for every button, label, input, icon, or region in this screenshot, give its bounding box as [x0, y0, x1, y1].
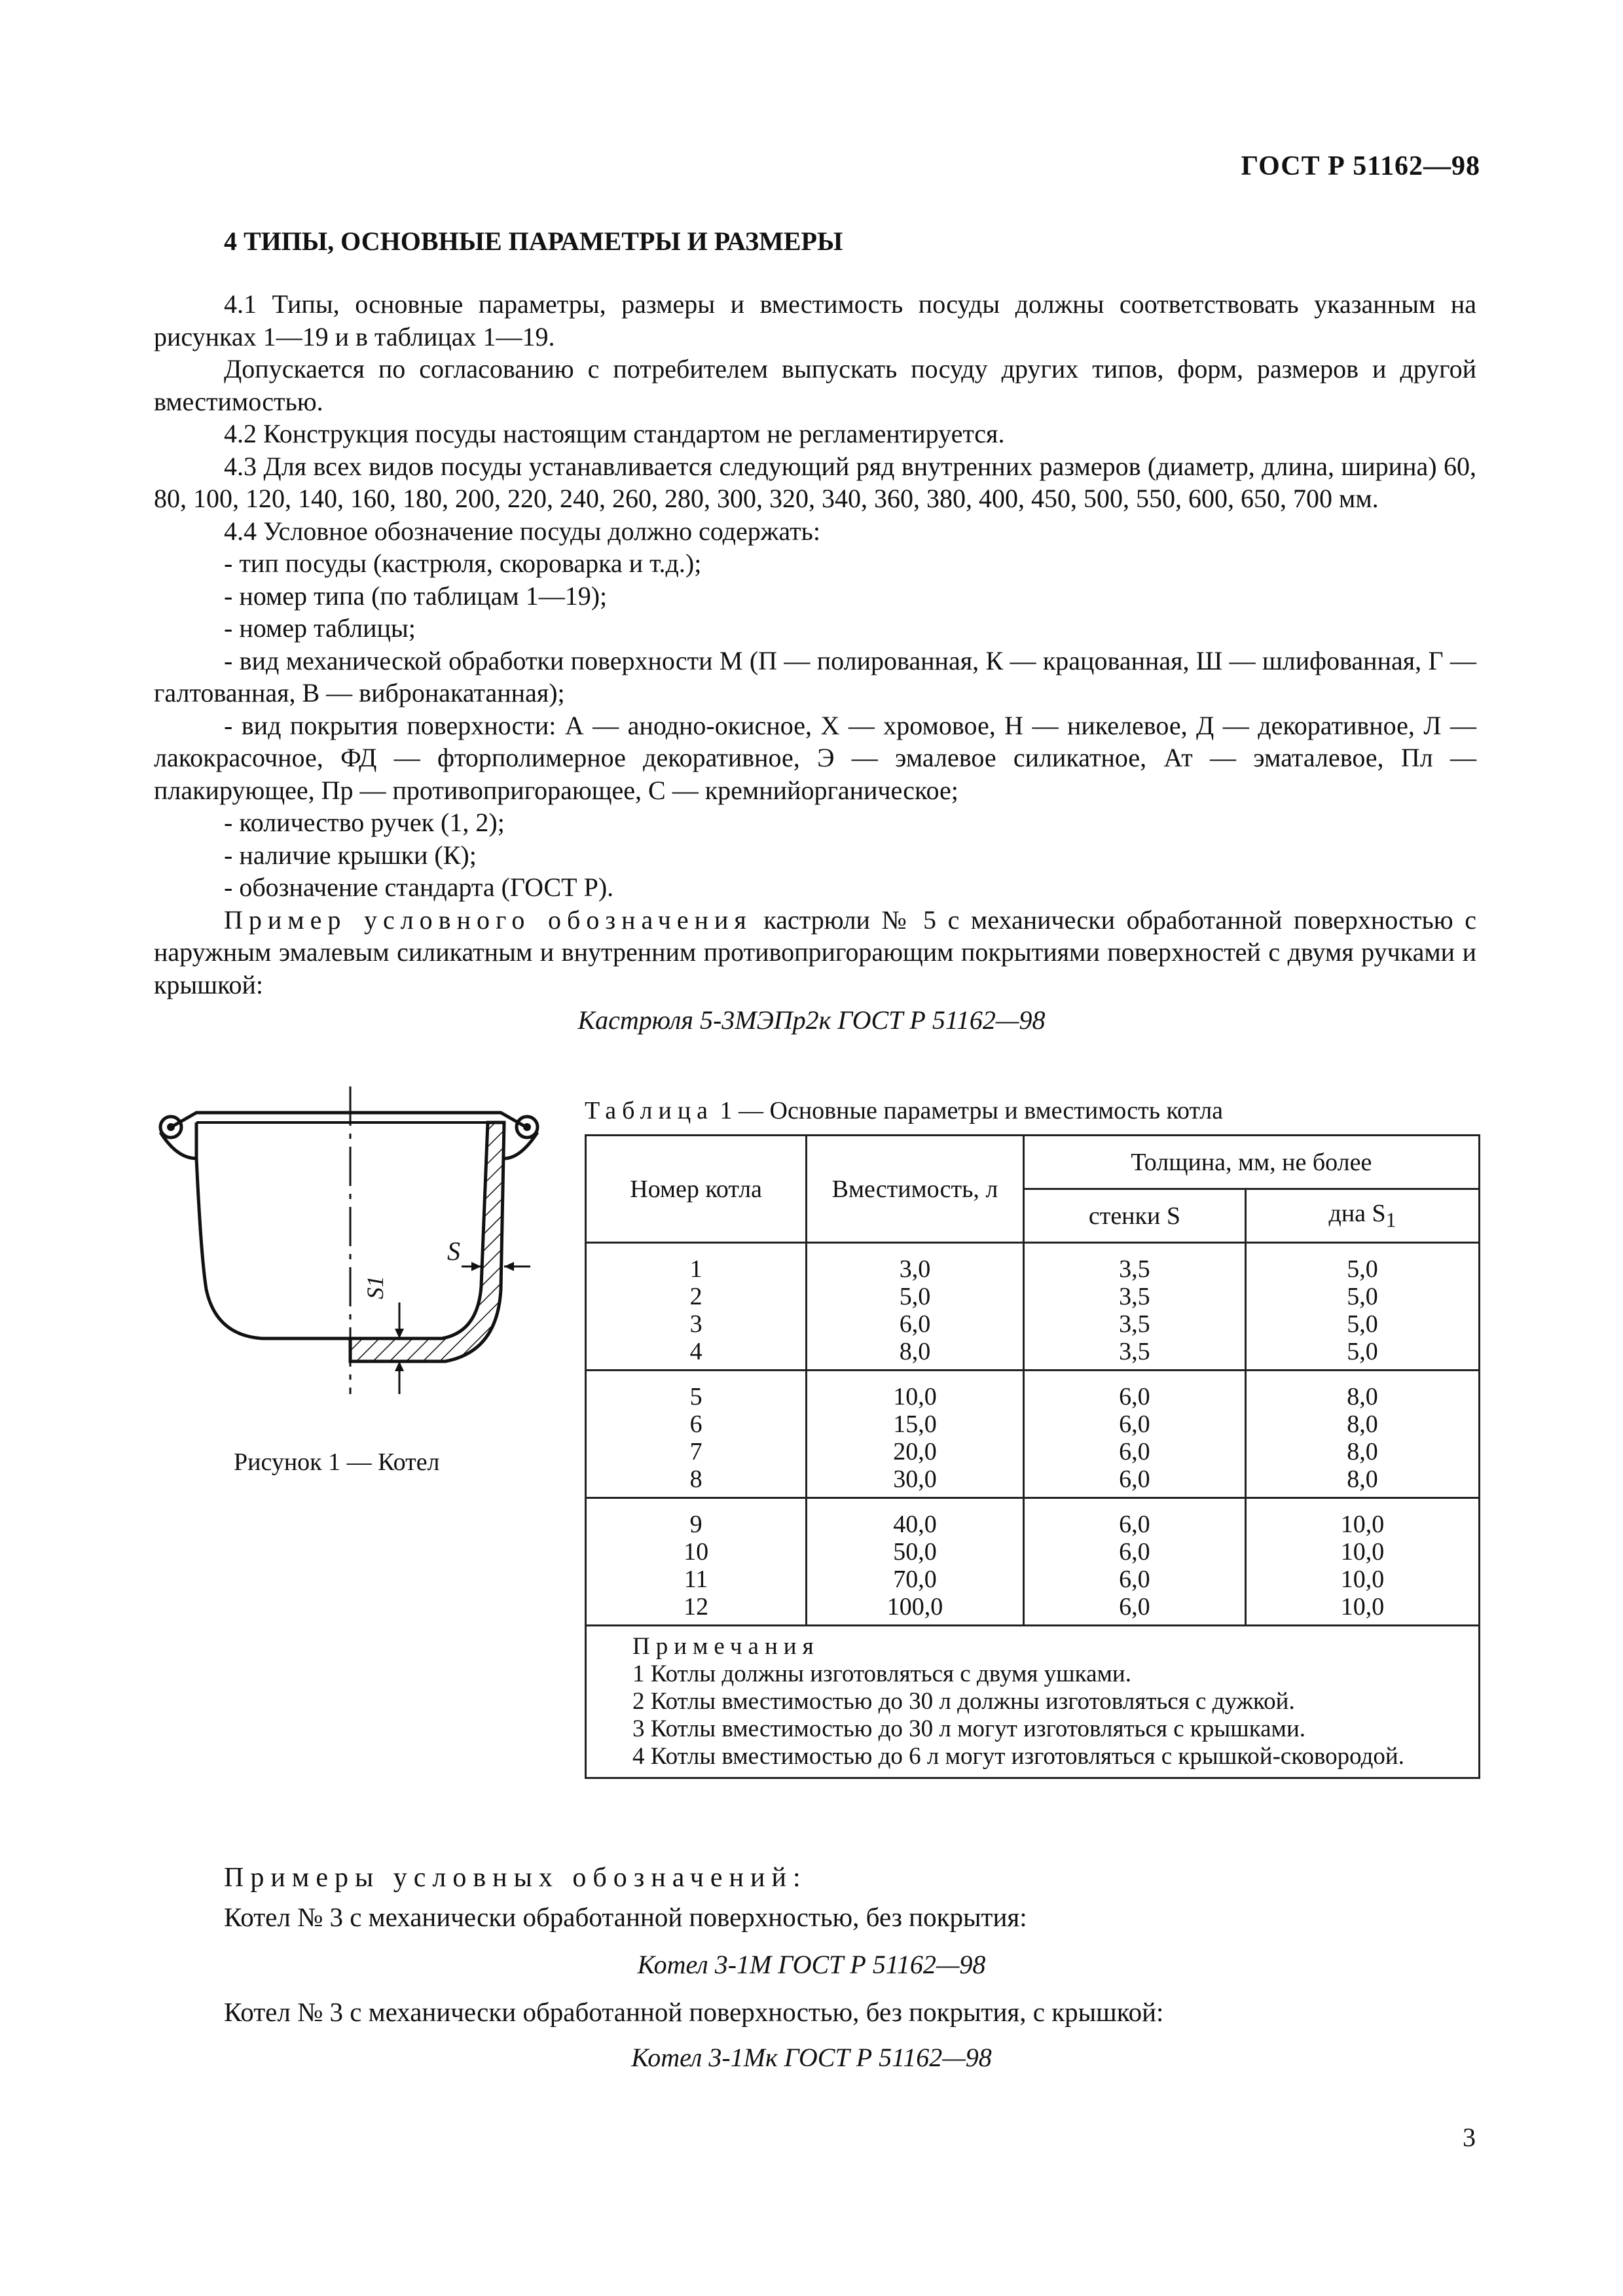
example-code-1: Котел 3-1М ГОСТ Р 51162—98	[637, 1950, 986, 1979]
cell-bottom: 8,0 8,0 8,0 8,0	[1246, 1371, 1480, 1498]
table-row	[586, 1498, 1480, 1626]
bottom-label: дна S	[1328, 1200, 1386, 1228]
list-item: - номер таблицы;	[224, 613, 416, 643]
cell-capacity: 10,0 15,0 20,0 30,0	[807, 1371, 1024, 1498]
cell-capacity: 3,0 5,0 6,0 8,0	[807, 1243, 1024, 1371]
table-row	[586, 1371, 1480, 1498]
table-row	[586, 1243, 1480, 1371]
paragraph-4-1: 4.1 Типы, основные параметры, размеры и вместимость посуды должны соответствовать указанным на рисунках 1—19 и в таблицах 1—19.	[154, 289, 1476, 351]
example-lead: Пример условного обозначения	[224, 905, 752, 935]
example-code: Кастрюля 5-3МЭПр2к ГОСТ Р 51162—98	[577, 1005, 1046, 1035]
note-item: 2 Котлы вместимостью до 30 л должны изготовляться с дужкой.	[632, 1688, 1295, 1715]
table-notes	[586, 1626, 1480, 1778]
paragraph-4-2: 4.2 Конструкция посуды настоящим стандартом не регламентируется.	[224, 419, 1005, 448]
kettle-drawing	[147, 1086, 566, 1401]
list-item: - количество ручек (1, 2);	[224, 808, 505, 837]
list-item: - вид покрытия поверхности: А — анодно-окисное, Х — хромовое, Н — никелевое, Д — декоративное, Л — лакокрасочное, ФД — фторполимерное декоративное, Э — эмалевое силикатное, Ат — эматалевое, Пл — плакирующее, Пр — противопригорающее, С — кремнийорганическое;	[154, 710, 1476, 805]
section-title: 4 ТИПЫ, ОСНОВНЫЕ ПАРАМЕТРЫ И РАЗМЕРЫ	[224, 226, 843, 256]
body-text	[154, 288, 1476, 1001]
table-caption-lead: Таблица	[585, 1097, 714, 1124]
cell-number: 9 10 11 12	[586, 1498, 807, 1626]
page-number: 3	[1463, 2123, 1476, 2152]
paragraph-4-4: 4.4 Условное обозначение посуды должно содержать:	[224, 516, 820, 546]
cell-bottom: 10,0 10,0 10,0 10,0	[1246, 1498, 1480, 1626]
table-caption-rest: 1 — Основные параметры и вместимость котла	[714, 1097, 1224, 1124]
col-header-wall: стенки S	[1023, 1189, 1245, 1243]
col-header-thickness: Толщина, мм, не более	[1023, 1136, 1479, 1189]
cell-wall: 6,0 6,0 6,0 6,0	[1023, 1498, 1245, 1626]
table-header-row	[586, 1136, 1480, 1189]
example-text: кастрюли № 5 с механически обработанной поверхностью с наружным эмалевым силикатным и внутренним противопригорающим покрытиями поверхностей с двумя ручками и крышкой:	[154, 905, 1476, 999]
list-item: - наличие крышки (К);	[224, 840, 477, 870]
notes-title: Примечания	[632, 1633, 820, 1660]
example-code-2: Котел 3-1Мк ГОСТ Р 51162—98	[631, 2043, 992, 2072]
cell-number: 5 6 7 8	[586, 1371, 807, 1498]
col-header-bottom	[1246, 1189, 1480, 1243]
note-item: 1 Котлы должны изготовляться с двумя ушками.	[632, 1660, 1131, 1687]
bottom-sub: 1	[1385, 1208, 1396, 1232]
example-line-1: Котел № 3 с механически обработанной поверхностью, без покрытия:	[224, 1902, 1027, 1932]
note-item: 4 Котлы вместимостью до 6 л могут изготовляться с крышкой-сковородой.	[632, 1743, 1404, 1770]
cell-capacity: 40,0 50,0 70,0 100,0	[807, 1498, 1024, 1626]
table-caption	[585, 1096, 1223, 1125]
cell-bottom: 5,0 5,0 5,0 5,0	[1246, 1243, 1480, 1371]
label-s1: S1	[362, 1276, 388, 1299]
standard-header: ГОСТ Р 51162—98	[1241, 151, 1480, 181]
example-paragraph	[154, 904, 1476, 1001]
note-item: 3 Котлы вместимостью до 30 л могут изготовляться с крышками.	[632, 1715, 1306, 1742]
boiler-table	[585, 1134, 1480, 1779]
col-header-number: Номер котла	[586, 1136, 807, 1243]
label-s: S	[447, 1236, 460, 1266]
paragraph-4-3: 4.3 Для всех видов посуды устанавливается следующий ряд внутренних размеров (диаметр, длина, ширина) 60, 80, 100, 120, 140, 160, 180, 200, 220, 240, 260, 280, 300, 320, 340, 360, 380, 400, 450, 500, 550, 600, 650, 700 мм.	[154, 451, 1476, 513]
col-header-capacity: Вместимость, л	[807, 1136, 1024, 1243]
figure-caption: Рисунок 1 — Котел	[234, 1448, 440, 1476]
cell-wall: 6,0 6,0 6,0 6,0	[1023, 1371, 1245, 1498]
example-line-2: Котел № 3 с механически обработанной поверхностью, без покрытия, с крышкой:	[224, 1997, 1164, 2027]
paragraph-4-1-b: Допускается по согласованию с потребителем выпускать посуду других типов, форм, размеров и другой вместимостью.	[154, 354, 1476, 416]
list-item: - тип посуды (кастрюля, скороварка и т.д.);	[224, 548, 702, 578]
examples-title: Примеры условных обозначений:	[224, 1863, 807, 1893]
cell-wall: 3,5 3,5 3,5 3,5	[1023, 1243, 1245, 1371]
table-notes-row	[586, 1626, 1480, 1778]
list-item: - номер типа (по таблицам 1—19);	[224, 581, 608, 611]
list-item: - вид механической обработки поверхности М (П — полированная, К — крацованная, Ш — шлифованная, Г — галтованная, В — вибронакатанная);	[154, 645, 1476, 708]
cell-number: 1 2 3 4	[586, 1243, 807, 1371]
list-item: - обозначение стандарта (ГОСТ Р).	[224, 872, 614, 902]
